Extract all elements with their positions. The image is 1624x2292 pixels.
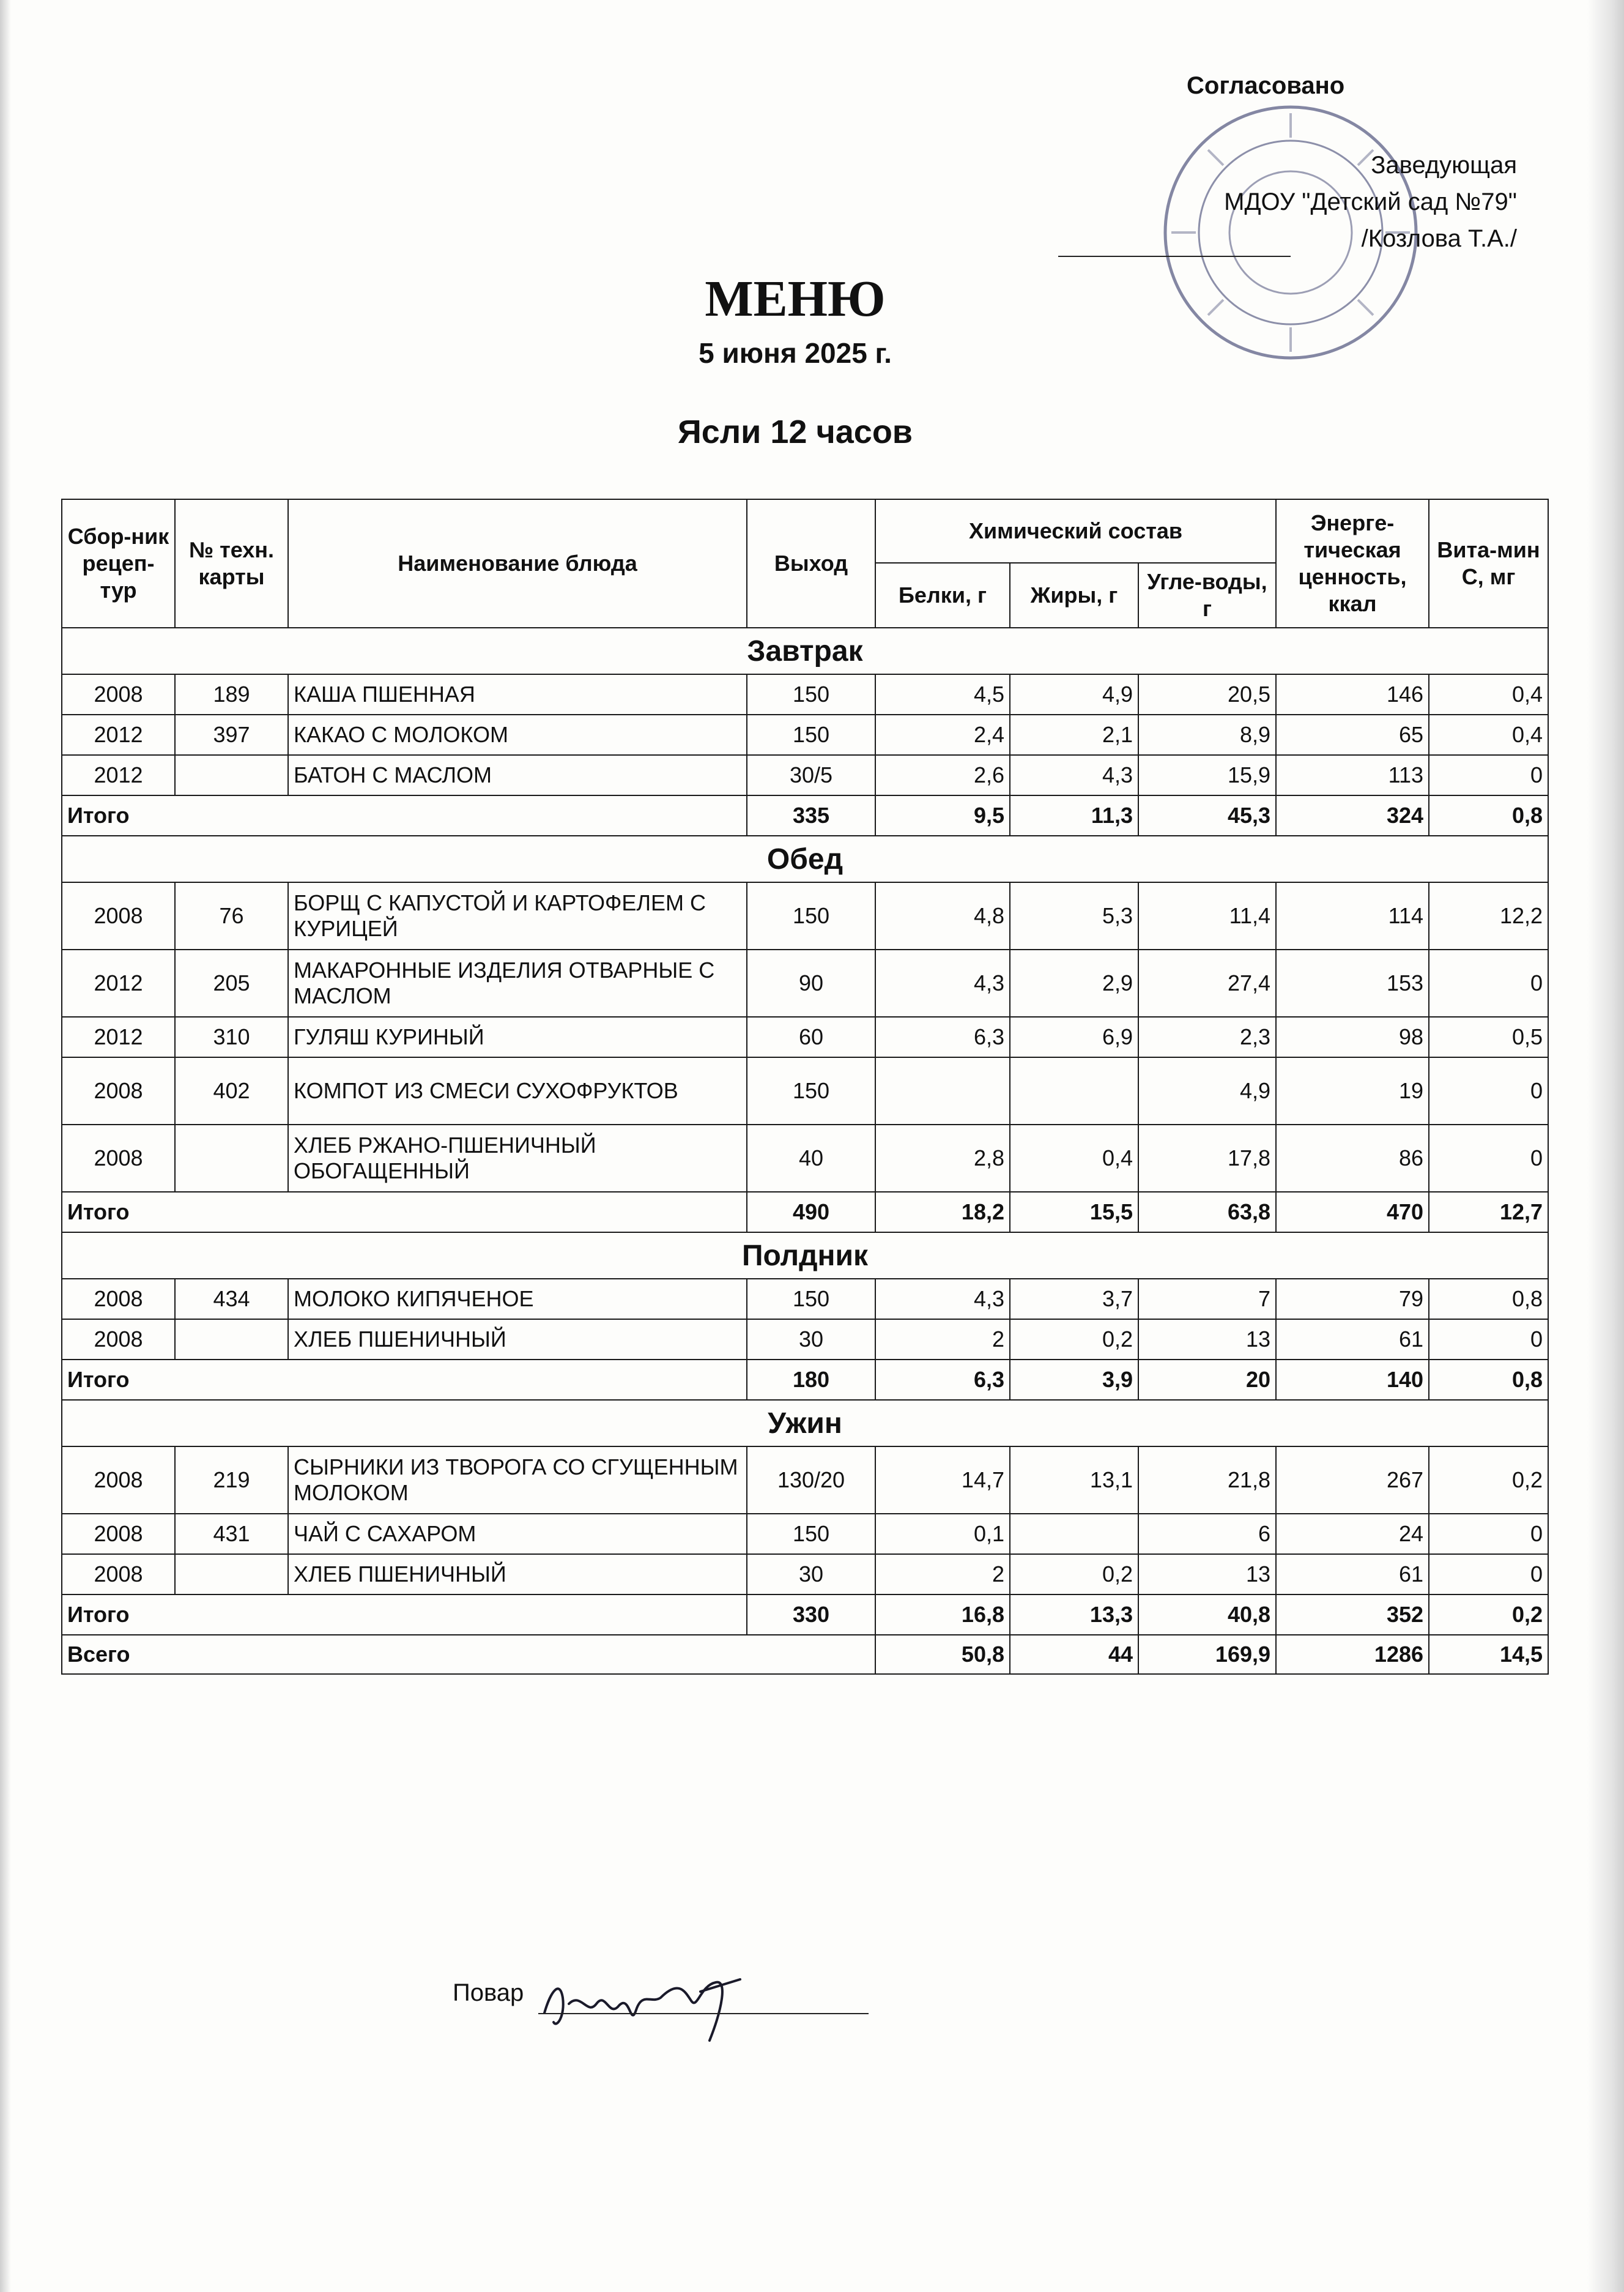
total-energy: 140 — [1276, 1360, 1429, 1400]
total-protein: 18,2 — [875, 1192, 1010, 1232]
header-output: Выход — [747, 499, 875, 628]
table-header — [62, 499, 1548, 628]
protein-cell: 6,3 — [875, 1017, 1010, 1057]
approval-organization: МДОУ "Детский сад №79" — [1224, 188, 1517, 215]
energy-cell: 153 — [1276, 950, 1429, 1017]
section-row — [62, 1400, 1548, 1446]
carbs-cell: 7 — [1138, 1279, 1276, 1319]
section-row — [62, 628, 1548, 674]
table-row — [62, 715, 1548, 755]
dish-name-cell: МАКАРОННЫЕ ИЗДЕЛИЯ ОТВАРНЫЕ С МАСЛОМ — [288, 950, 747, 1017]
energy-cell: 24 — [1276, 1514, 1429, 1554]
vitamin-cell: 0 — [1429, 950, 1548, 1017]
protein-cell: 4,8 — [875, 882, 1010, 950]
carbs-cell: 2,3 — [1138, 1017, 1276, 1057]
card-number-cell: 402 — [175, 1057, 288, 1125]
collection-cell: 2008 — [62, 1279, 175, 1319]
protein-cell: 4,3 — [875, 950, 1010, 1017]
total-row — [62, 1360, 1548, 1400]
energy-cell: 65 — [1276, 715, 1429, 755]
menu-subtitle: Ясли 12 часов — [677, 414, 913, 450]
header-card-number: № техн. карты — [175, 499, 288, 628]
approval-name: /Козлова Т.А./ — [1361, 225, 1517, 252]
fat-cell: 3,7 — [1010, 1279, 1138, 1319]
table-row — [62, 1125, 1548, 1192]
carbs-cell: 13 — [1138, 1554, 1276, 1594]
section-title: Ужин — [62, 1400, 1548, 1446]
total-output: 180 — [747, 1360, 875, 1400]
carbs-cell: 6 — [1138, 1514, 1276, 1554]
fat-cell: 6,9 — [1010, 1017, 1138, 1057]
fat-cell: 0,4 — [1010, 1125, 1138, 1192]
collection-cell: 2012 — [62, 950, 175, 1017]
total-label: Итого — [62, 1594, 747, 1635]
collection-cell: 2008 — [62, 882, 175, 950]
vitamin-cell: 0 — [1429, 1319, 1548, 1360]
total-carbs: 45,3 — [1138, 795, 1276, 836]
energy-cell: 98 — [1276, 1017, 1429, 1057]
protein-cell: 2 — [875, 1554, 1010, 1594]
output-cell: 40 — [747, 1125, 875, 1192]
protein-cell: 2,8 — [875, 1125, 1010, 1192]
header-collection: Сбор-ник рецеп-тур — [62, 499, 175, 628]
dish-name-cell: СЫРНИКИ ИЗ ТВОРОГА СО СГУЩЕННЫМ МОЛОКОМ — [288, 1446, 747, 1514]
total-energy: 470 — [1276, 1192, 1429, 1232]
grand-carbs: 169,9 — [1138, 1635, 1276, 1674]
protein-cell: 4,3 — [875, 1279, 1010, 1319]
header-carbs: Угле-воды, г — [1138, 563, 1276, 628]
dish-name-cell: КАКАО С МОЛОКОМ — [288, 715, 747, 755]
grand-vitamin: 14,5 — [1429, 1635, 1548, 1674]
dish-name-cell: ХЛЕБ ПШЕНИЧНЫЙ — [288, 1319, 747, 1360]
energy-cell: 61 — [1276, 1554, 1429, 1594]
vitamin-cell: 0 — [1429, 1057, 1548, 1125]
energy-cell: 19 — [1276, 1057, 1429, 1125]
header-dish-name: Наименование блюда — [288, 499, 747, 628]
total-carbs: 20 — [1138, 1360, 1276, 1400]
fat-cell: 2,1 — [1010, 715, 1138, 755]
header-chemical-composition: Химический состав — [875, 499, 1276, 563]
total-row — [62, 1594, 1548, 1635]
menu-table — [61, 499, 1549, 1675]
collection-cell: 2012 — [62, 715, 175, 755]
energy-cell: 61 — [1276, 1319, 1429, 1360]
vitamin-cell: 0,4 — [1429, 674, 1548, 715]
output-cell: 150 — [747, 1279, 875, 1319]
total-row — [62, 1192, 1548, 1232]
fat-cell: 2,9 — [1010, 950, 1138, 1017]
fat-cell: 0,2 — [1010, 1554, 1138, 1594]
total-protein: 6,3 — [875, 1360, 1010, 1400]
vitamin-cell: 0 — [1429, 1125, 1548, 1192]
collection-cell: 2008 — [62, 1319, 175, 1360]
fat-cell: 13,1 — [1010, 1446, 1138, 1514]
protein-cell: 2,6 — [875, 755, 1010, 795]
output-cell: 90 — [747, 950, 875, 1017]
section-title: Полдник — [62, 1232, 1548, 1279]
vitamin-cell: 0,5 — [1429, 1017, 1548, 1057]
fat-cell: 4,9 — [1010, 674, 1138, 715]
total-row — [62, 795, 1548, 836]
table-row — [62, 950, 1548, 1017]
section-row — [62, 836, 1548, 882]
table-row — [62, 1057, 1548, 1125]
total-vitamin: 0,2 — [1429, 1594, 1548, 1635]
section-title: Обед — [62, 836, 1548, 882]
total-label: Итого — [62, 1192, 747, 1232]
total-energy: 352 — [1276, 1594, 1429, 1635]
cook-signature-line — [538, 2013, 869, 2014]
dish-name-cell: БОРЩ С КАПУСТОЙ И КАРТОФЕЛЕМ С КУРИЦЕЙ — [288, 882, 747, 950]
approval-heading: Согласовано — [1187, 72, 1345, 99]
vitamin-cell: 0,4 — [1429, 715, 1548, 755]
header-vitamin-c: Вита-мин С, мг — [1429, 499, 1548, 628]
dish-name-cell: ГУЛЯШ КУРИНЫЙ — [288, 1017, 747, 1057]
total-fat: 11,3 — [1010, 795, 1138, 836]
grand-total-row — [62, 1635, 1548, 1674]
dish-name-cell: МОЛОКО КИПЯЧЕНОЕ — [288, 1279, 747, 1319]
grand-protein: 50,8 — [875, 1635, 1010, 1674]
total-output: 490 — [747, 1192, 875, 1232]
output-cell: 150 — [747, 1514, 875, 1554]
total-protein: 9,5 — [875, 795, 1010, 836]
total-protein: 16,8 — [875, 1594, 1010, 1635]
vitamin-cell: 12,2 — [1429, 882, 1548, 950]
table-row — [62, 1319, 1548, 1360]
header-fat: Жиры, г — [1010, 563, 1138, 628]
menu-date: 5 июня 2025 г. — [699, 337, 892, 369]
card-number-cell: 310 — [175, 1017, 288, 1057]
approval-signature-line — [1058, 256, 1291, 257]
energy-cell: 113 — [1276, 755, 1429, 795]
protein-cell: 2,4 — [875, 715, 1010, 755]
carbs-cell: 11,4 — [1138, 882, 1276, 950]
header-energy: Энерге-тическая ценность, ккал — [1276, 499, 1429, 628]
output-cell: 30 — [747, 1319, 875, 1360]
table-row — [62, 674, 1548, 715]
carbs-cell: 21,8 — [1138, 1446, 1276, 1514]
table-body — [62, 628, 1548, 1674]
section-row — [62, 1232, 1548, 1279]
dish-name-cell: КОМПОТ ИЗ СМЕСИ СУХОФРУКТОВ — [288, 1057, 747, 1125]
approval-position: Заведующая — [1371, 152, 1517, 179]
output-cell: 30/5 — [747, 755, 875, 795]
output-cell: 150 — [747, 674, 875, 715]
grand-fat: 44 — [1010, 1635, 1138, 1674]
total-fat: 13,3 — [1010, 1594, 1138, 1635]
dish-name-cell: ХЛЕБ ПШЕНИЧНЫЙ — [288, 1554, 747, 1594]
total-output: 335 — [747, 795, 875, 836]
fat-cell: 5,3 — [1010, 882, 1138, 950]
carbs-cell: 13 — [1138, 1319, 1276, 1360]
output-cell: 150 — [747, 715, 875, 755]
energy-cell: 79 — [1276, 1279, 1429, 1319]
total-carbs: 63,8 — [1138, 1192, 1276, 1232]
protein-cell: 2 — [875, 1319, 1010, 1360]
card-number-cell — [175, 755, 288, 795]
table-row — [62, 1446, 1548, 1514]
carbs-cell: 4,9 — [1138, 1057, 1276, 1125]
collection-cell: 2008 — [62, 1514, 175, 1554]
page-title: МЕНЮ — [705, 270, 886, 327]
card-number-cell: 219 — [175, 1446, 288, 1514]
total-label: Итого — [62, 795, 747, 836]
energy-cell: 114 — [1276, 882, 1429, 950]
collection-cell: 2012 — [62, 1017, 175, 1057]
cook-signature — [538, 1955, 758, 2047]
fat-cell — [1010, 1057, 1138, 1125]
collection-cell: 2008 — [62, 1446, 175, 1514]
grand-total-label: Всего — [62, 1635, 875, 1674]
protein-cell — [875, 1057, 1010, 1125]
fat-cell: 4,3 — [1010, 755, 1138, 795]
table-row — [62, 1279, 1548, 1319]
collection-cell: 2012 — [62, 755, 175, 795]
card-number-cell — [175, 1554, 288, 1594]
collection-cell: 2008 — [62, 1057, 175, 1125]
grand-energy: 1286 — [1276, 1635, 1429, 1674]
table-row — [62, 1017, 1548, 1057]
card-number-cell: 76 — [175, 882, 288, 950]
card-number-cell — [175, 1319, 288, 1360]
table-row — [62, 882, 1548, 950]
energy-cell: 267 — [1276, 1446, 1429, 1514]
card-number-cell: 205 — [175, 950, 288, 1017]
total-output: 330 — [747, 1594, 875, 1635]
total-vitamin: 12,7 — [1429, 1192, 1548, 1232]
vitamin-cell: 0 — [1429, 755, 1548, 795]
output-cell: 60 — [747, 1017, 875, 1057]
energy-cell: 86 — [1276, 1125, 1429, 1192]
header-protein: Белки, г — [875, 563, 1010, 628]
total-fat: 3,9 — [1010, 1360, 1138, 1400]
dish-name-cell: БАТОН С МАСЛОМ — [288, 755, 747, 795]
vitamin-cell: 0,8 — [1429, 1279, 1548, 1319]
carbs-cell: 15,9 — [1138, 755, 1276, 795]
vitamin-cell: 0 — [1429, 1554, 1548, 1594]
vitamin-cell: 0,2 — [1429, 1446, 1548, 1514]
energy-cell: 146 — [1276, 674, 1429, 715]
collection-cell: 2008 — [62, 674, 175, 715]
card-number-cell: 189 — [175, 674, 288, 715]
total-carbs: 40,8 — [1138, 1594, 1276, 1635]
protein-cell: 0,1 — [875, 1514, 1010, 1554]
fat-cell: 0,2 — [1010, 1319, 1138, 1360]
page-edge-right — [1587, 0, 1624, 2292]
collection-cell: 2008 — [62, 1554, 175, 1594]
carbs-cell: 27,4 — [1138, 950, 1276, 1017]
output-cell: 30 — [747, 1554, 875, 1594]
dish-name-cell: КАША ПШЕННАЯ — [288, 674, 747, 715]
total-label: Итого — [62, 1360, 747, 1400]
fat-cell — [1010, 1514, 1138, 1554]
card-number-cell: 431 — [175, 1514, 288, 1554]
dish-name-cell: ХЛЕБ РЖАНО-ПШЕНИЧНЫЙ ОБОГАЩЕННЫЙ — [288, 1125, 747, 1192]
carbs-cell: 20,5 — [1138, 674, 1276, 715]
carbs-cell: 17,8 — [1138, 1125, 1276, 1192]
output-cell: 150 — [747, 882, 875, 950]
cook-label: Повар — [453, 1979, 524, 2006]
section-title: Завтрак — [62, 628, 1548, 674]
card-number-cell: 397 — [175, 715, 288, 755]
protein-cell: 14,7 — [875, 1446, 1010, 1514]
total-energy: 324 — [1276, 795, 1429, 836]
carbs-cell: 8,9 — [1138, 715, 1276, 755]
output-cell: 130/20 — [747, 1446, 875, 1514]
output-cell: 150 — [747, 1057, 875, 1125]
dish-name-cell: ЧАЙ С САХАРОМ — [288, 1514, 747, 1554]
card-number-cell — [175, 1125, 288, 1192]
vitamin-cell: 0 — [1429, 1514, 1548, 1554]
total-vitamin: 0,8 — [1429, 795, 1548, 836]
table-row — [62, 1514, 1548, 1554]
card-number-cell: 434 — [175, 1279, 288, 1319]
table-row — [62, 755, 1548, 795]
collection-cell: 2008 — [62, 1125, 175, 1192]
total-vitamin: 0,8 — [1429, 1360, 1548, 1400]
protein-cell: 4,5 — [875, 674, 1010, 715]
total-fat: 15,5 — [1010, 1192, 1138, 1232]
table-row — [62, 1554, 1548, 1594]
